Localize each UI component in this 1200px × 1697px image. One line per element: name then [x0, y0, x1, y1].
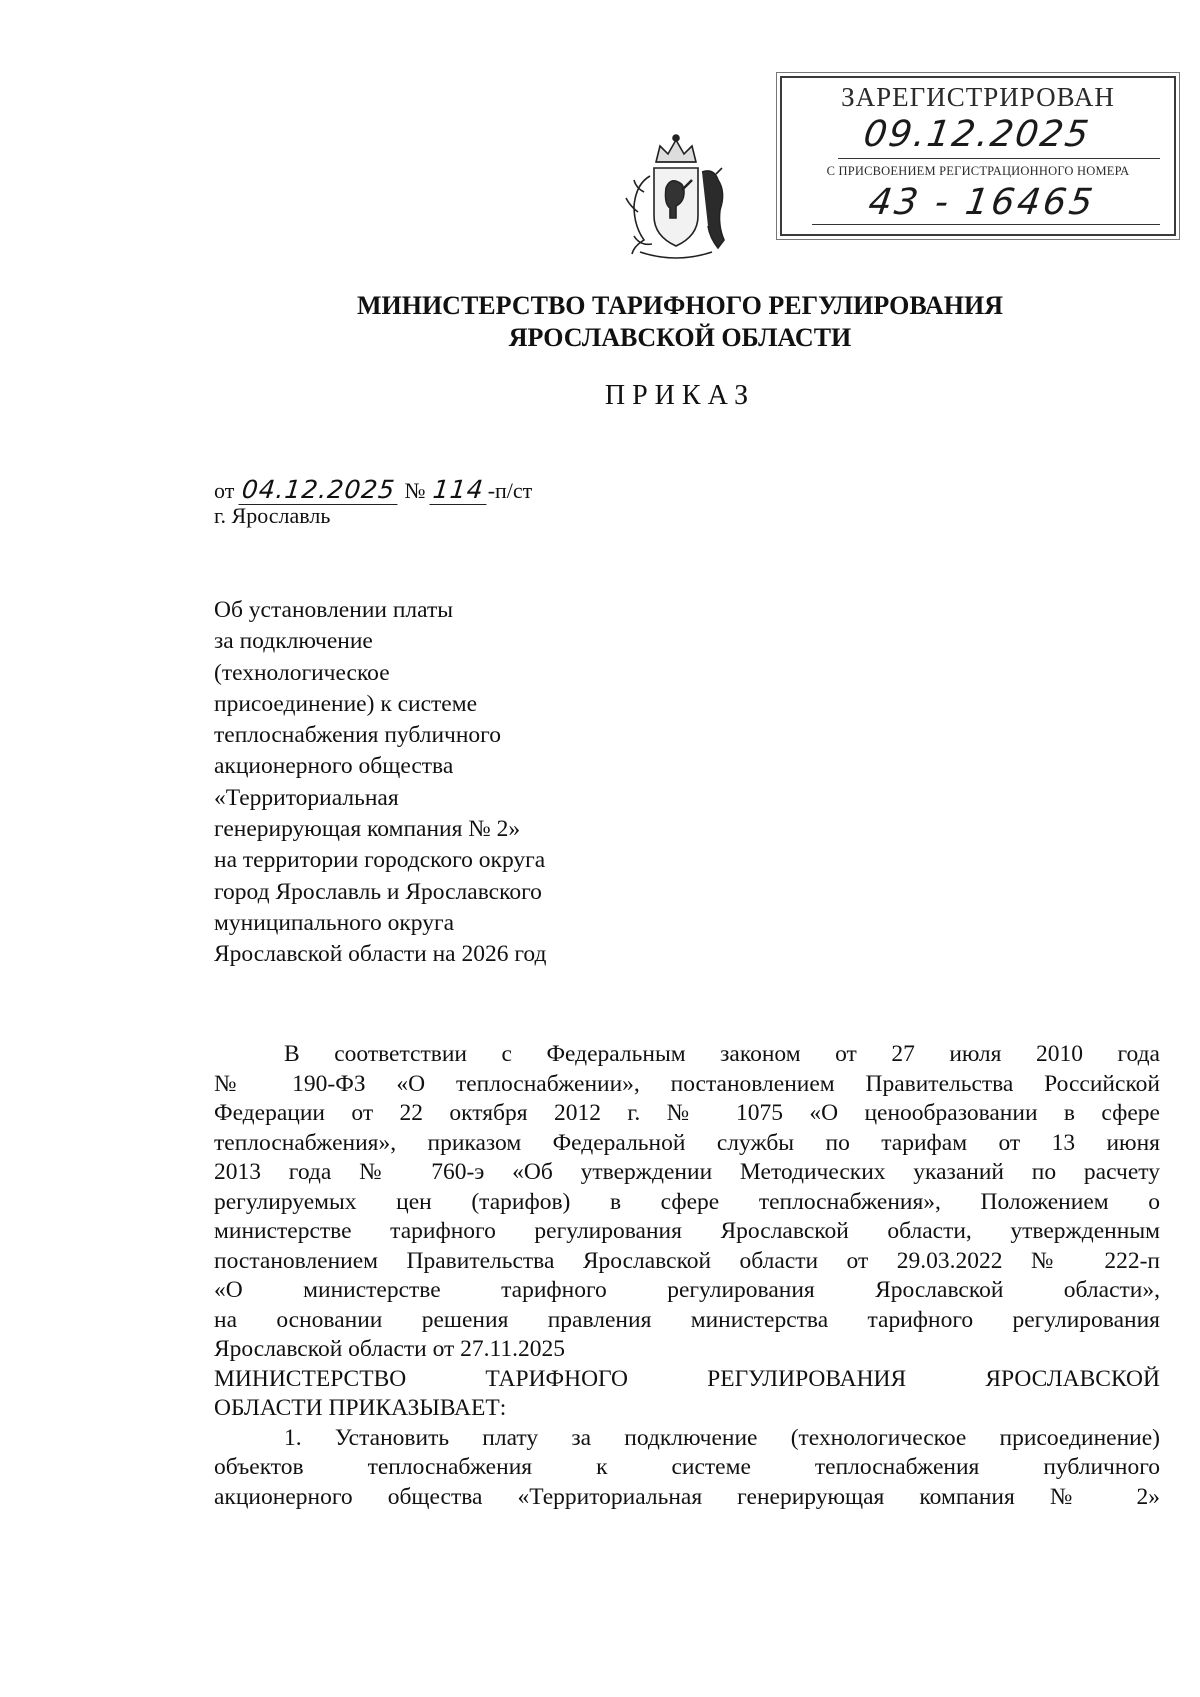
subject-line: город Ярославль и Ярославского — [214, 878, 542, 905]
order-directive-heading: ОБЛАСТИ ПРИКАЗЫВАЕТ: — [214, 1395, 507, 1421]
subject-line: муниципального округа — [214, 909, 455, 936]
body-line: постановлением Правительства Ярославской области от 29.03.2022 № 222-п — [214, 1247, 1160, 1274]
body-line: Федерации от 22 октября 2012 г. № 1075 «О ценообразовании в сфере — [214, 1100, 1160, 1126]
subject-line: Об установлении платы — [214, 597, 454, 623]
order-date: 04.12.2025 — [238, 475, 400, 505]
subject-line: теплоснабжения публичного — [214, 722, 501, 749]
number-label: № — [404, 478, 426, 503]
body-line: В соответствии с Федеральным законом от 27 июля 2010 года — [284, 1041, 1160, 1067]
body-line: министерстве тарифного регулирования Ярославской области, утвержденным — [214, 1218, 1160, 1244]
ministry-name-line-2: ЯРОСЛАВСКОЙ ОБЛАСТИ — [508, 323, 852, 352]
subject-line: (технологическое — [214, 659, 390, 686]
stamp-registration-number: 43 - 16465 — [866, 182, 1098, 223]
ministry-name — [200, 290, 1160, 354]
order-date-number-line — [214, 475, 532, 505]
subject-line: акционерного общества — [214, 753, 454, 780]
order-directive-heading: МИНИСТЕРСТВО ТАРИФНОГО РЕГУЛИРОВАНИЯ ЯРОСЛАВСКОЙ — [214, 1365, 1160, 1392]
order-body — [214, 1040, 1160, 1512]
stamp-title: ЗАРЕГИСТРИРОВАН — [841, 82, 1115, 112]
subject-line: за подключение — [214, 628, 373, 655]
body-line: № 190-ФЗ «О теплоснабжении», постановлением Правительства Российской — [214, 1070, 1160, 1097]
stamp-divider — [812, 224, 1160, 225]
document-type: ПРИКАЗ — [604, 380, 756, 411]
subject-line: Ярославской области на 2026 год — [214, 941, 547, 968]
body-line: на основании решения правления министерства тарифного регулирования — [214, 1306, 1160, 1333]
city: г. Ярославль — [214, 503, 331, 528]
stamp-divider — [838, 158, 1160, 159]
body-line: акционерного общества «Территориальная генерирующая компания № 2» — [214, 1483, 1160, 1510]
from-label: от — [214, 478, 235, 503]
order-subject — [214, 595, 546, 971]
order-number: 114 — [429, 475, 489, 505]
body-line: теплоснабжения», приказом Федеральной службы по тарифам от 13 июня — [214, 1129, 1160, 1156]
subject-line: генерирующая компания № 2» — [214, 816, 521, 843]
subject-line: присоединение) к системе — [214, 690, 478, 717]
subject-line: «Территориальная — [214, 784, 399, 811]
body-line: 1. Установить плату за подключение (технологическое присоединение) — [284, 1424, 1160, 1451]
ministry-name-line-1: МИНИСТЕРСТВО ТАРИФНОГО РЕГУЛИРОВАНИЯ — [356, 291, 1004, 320]
body-line: регулируемых цен (тарифов) в сфере теплоснабжения», Положением о — [214, 1188, 1160, 1215]
body-line: 2013 года № 760-э «Об утверждении Методических указаний по расчету — [214, 1159, 1160, 1185]
body-line: объектов теплоснабжения к системе теплоснабжения публичного — [214, 1454, 1160, 1480]
coat-of-arms-icon — [620, 132, 732, 264]
order-number-suffix: -п/ст — [487, 478, 533, 503]
body-line: Ярославской области от 27.11.2025 — [214, 1336, 566, 1362]
coat-of-arms-icon — [620, 132, 732, 264]
stamp-caption: С ПРИСВОЕНИЕМ РЕГИСТРАЦИОННОГО НОМЕРА — [826, 164, 1130, 178]
body-line: «О министерстве тарифного регулирования Ярославской области», — [214, 1277, 1160, 1303]
stamp-date: 09.12.2025 — [861, 114, 1093, 155]
subject-line: на территории городского округа — [214, 847, 546, 874]
registration-stamp — [780, 76, 1176, 236]
